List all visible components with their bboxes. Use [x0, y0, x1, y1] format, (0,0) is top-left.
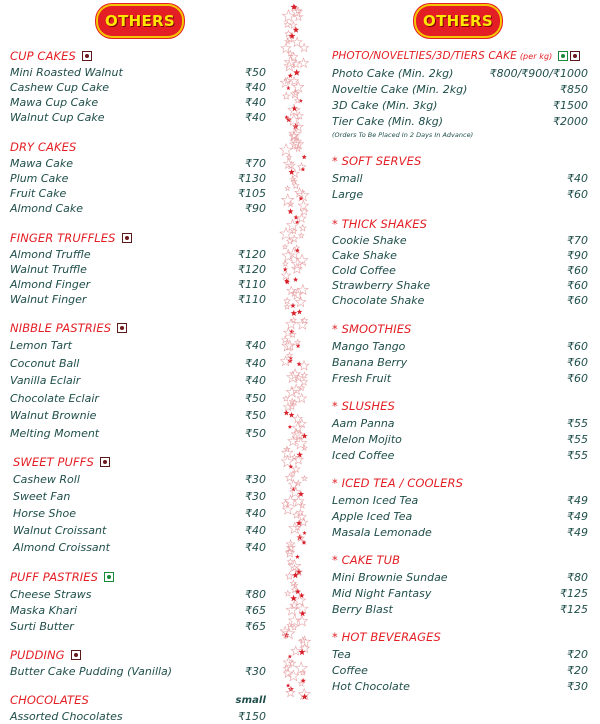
- menu-item-name: Mawa Cup Cake: [10, 96, 99, 109]
- menu-item-name: Aam Panna: [332, 416, 395, 430]
- section-pudding-title: PUDDING: [10, 646, 266, 664]
- menu-item-price: ₹110: [238, 278, 266, 291]
- menu-item-price: ₹2000: [553, 114, 588, 128]
- nonveg-mark-icon: [570, 51, 580, 61]
- star-icon: [283, 396, 289, 401]
- menu-item-name: Almond Truffle: [10, 248, 91, 261]
- menu-item-price: ₹55: [567, 416, 588, 430]
- menu-item-name: Horse Shoe: [13, 507, 76, 520]
- star-icon: [290, 53, 298, 61]
- star-icon: [284, 159, 294, 169]
- menu-item: [10, 425, 266, 443]
- star-icon: [282, 456, 294, 467]
- section-soft-serves: [332, 170, 588, 202]
- menu-item-name: Fresh Fruit: [332, 371, 392, 385]
- others-banner-left-text: OTHERS: [105, 12, 175, 30]
- menu-item: [10, 488, 266, 505]
- section-nibble-pastries-title: NIBBLE PASTRIES: [10, 319, 266, 337]
- menu-item-name: Masala Lemonade: [332, 525, 432, 539]
- menu-item-price: ₹70: [567, 234, 588, 247]
- menu-item-name: Walnut Cup Cake: [10, 111, 105, 124]
- star-icon: [286, 572, 293, 579]
- star-icon: [300, 44, 309, 52]
- star-icon: [293, 27, 299, 33]
- menu-item: [10, 407, 266, 425]
- menu-item-name: Cold Coffee: [332, 264, 396, 277]
- others-banner-right: [416, 6, 500, 36]
- menu-item: [332, 678, 588, 694]
- star-icon: [291, 646, 300, 655]
- star-divider-icon: [281, 0, 309, 700]
- menu-item-name: Maska Khari: [10, 603, 78, 617]
- menu-item-name: Strawberry Shake: [332, 279, 431, 292]
- menu-item-price: ₹800/₹900/₹1000: [489, 66, 588, 80]
- menu-item-name: Tea: [332, 647, 351, 661]
- menu-item-name: Assorted Chocolates: [10, 710, 123, 723]
- section-smoothies: [332, 338, 588, 386]
- menu-item-price: ₹30: [245, 665, 266, 678]
- menu-item-price: ₹30: [567, 679, 588, 693]
- star-icon: [299, 502, 305, 508]
- menu-item-name: Fruit Cake: [10, 187, 67, 200]
- star-icon: [290, 303, 296, 308]
- menu-item-name: Large: [332, 187, 364, 201]
- star-icon: [288, 73, 293, 78]
- star-icon: [289, 480, 299, 489]
- menu-item-name: Tier Cake (Min. 8kg): [332, 114, 444, 128]
- menu-item-price: ₹80: [245, 587, 266, 601]
- menu-item: [10, 602, 266, 618]
- menu-item: [10, 586, 266, 602]
- menu-item-price: ₹60: [567, 355, 588, 369]
- star-icon: [290, 77, 298, 85]
- menu-item: [332, 601, 588, 617]
- star-icon: [292, 422, 303, 432]
- menu-item-price: ₹90: [245, 202, 266, 215]
- section-puff-pastries: [10, 586, 266, 634]
- star-icon: [284, 304, 289, 309]
- star-icon: [291, 310, 298, 316]
- right-column: [332, 40, 588, 694]
- menu-item-price: ₹40: [245, 339, 266, 353]
- menu-item-name: Melting Moment: [10, 426, 100, 440]
- menu-item-name: Almond Cake: [10, 202, 84, 215]
- star-icon: [299, 233, 304, 238]
- menu-item-name: Butter Cake Pudding (Vanilla): [10, 665, 173, 678]
- menu-item: [10, 95, 266, 110]
- star-icon: [302, 531, 306, 535]
- menu-item-price: ₹20: [567, 647, 588, 661]
- section-hot-beverages-title: * HOT BEVERAGES: [332, 630, 441, 644]
- menu-item: [10, 664, 266, 679]
- section-slushes-title: * SLUSHES: [332, 399, 395, 413]
- star-icon: [295, 98, 301, 103]
- menu-item-name: Mini Roasted Walnut: [10, 66, 123, 79]
- menu-item-price: ₹40: [245, 96, 266, 109]
- menu-item-name: Berry Blast: [332, 602, 393, 616]
- menu-item-name: Melon Mojito: [332, 432, 402, 446]
- menu-item-price: ₹50: [245, 426, 266, 440]
- menu-item: [10, 110, 266, 125]
- menu-item-name: Small: [332, 171, 363, 185]
- menu-item: [332, 293, 588, 308]
- star-icon: [297, 214, 306, 222]
- star-icon: [284, 21, 290, 27]
- menu-item: [332, 278, 588, 293]
- star-icon: [288, 425, 293, 429]
- star-icon: [296, 452, 303, 458]
- menu-item-name: Chocolate Eclair: [10, 391, 99, 405]
- menu-item-price: ₹50: [245, 391, 266, 405]
- section-nibble-pastries: [10, 337, 266, 442]
- menu-item: [332, 370, 588, 386]
- menu-item: [10, 65, 266, 80]
- menu-item-name: Mawa Cake: [10, 157, 74, 170]
- menu-item: [332, 97, 588, 113]
- menu-item: [332, 233, 588, 248]
- menu-item-price: ₹40: [245, 541, 266, 554]
- menu-item-name: 3D Cake (Min. 3kg): [332, 98, 438, 112]
- menu-item: [332, 585, 588, 601]
- menu-item-name: Cashew Cup Cake: [10, 81, 110, 94]
- menu-item-price: ₹130: [238, 172, 266, 185]
- nonveg-mark-icon: [117, 323, 127, 333]
- menu-item-name: Iced Coffee: [332, 448, 395, 462]
- menu-item-name: Cookie Shake: [332, 234, 407, 247]
- star-icon: [293, 277, 298, 282]
- section-pudding: [10, 664, 266, 679]
- menu-item: [10, 171, 266, 186]
- star-icon: [292, 123, 299, 129]
- menu-item-price: ₹125: [560, 602, 588, 616]
- menu-item-price: ₹50: [245, 409, 266, 423]
- menu-item: [10, 80, 266, 95]
- menu-item-price: ₹65: [245, 619, 266, 633]
- menu-item-price: ₹20: [567, 663, 588, 677]
- menu-item-price: ₹80: [567, 570, 588, 584]
- section-sweet-puffs: [10, 471, 266, 556]
- menu-item: [332, 492, 588, 508]
- section-cup-cakes-title: CUP CAKES: [10, 47, 266, 65]
- menu-item: [332, 81, 588, 97]
- star-icon: [282, 336, 289, 342]
- menu-item-name: Surti Butter: [10, 619, 74, 633]
- menu-item: [10, 709, 266, 724]
- menu-item-price: ₹30: [245, 490, 266, 503]
- per-kg-label: (per kg): [519, 51, 553, 61]
- menu-item: [10, 292, 266, 307]
- star-icon: [302, 476, 307, 481]
- menu-item-price: ₹40: [245, 356, 266, 370]
- star-icon: [301, 372, 307, 378]
- menu-item: [332, 354, 588, 370]
- menu-item: [332, 569, 588, 585]
- star-icon: [290, 580, 296, 586]
- menu-item-price: ₹55: [567, 448, 588, 462]
- star-icon: [287, 559, 293, 565]
- section-thick-shakes-title: * THICK SHAKES: [332, 217, 428, 231]
- star-icon: [292, 465, 299, 472]
- star-icon: [285, 591, 291, 596]
- star-icon: [283, 244, 288, 249]
- veg-mark-icon: [104, 572, 114, 582]
- menu-item-price: ₹105: [238, 187, 266, 200]
- menu-item-name: Mid Night Fantasy: [332, 586, 432, 600]
- menu-item-price: ₹49: [567, 509, 588, 523]
- menu-item-name: Walnut Finger: [10, 293, 87, 306]
- chocolates-size-label: small: [235, 694, 266, 706]
- section-hot-beverages: [332, 646, 588, 694]
- nonveg-mark-icon: [100, 457, 110, 467]
- menu-item-price: ₹40: [245, 507, 266, 520]
- section-iced-tea-title: * ICED TEA / COOLERS: [332, 476, 464, 490]
- menu-item-name: Coconut Ball: [10, 356, 80, 370]
- menu-item: [332, 431, 588, 447]
- section-dry-cakes: [10, 156, 266, 216]
- menu-item-price: ₹120: [238, 263, 266, 276]
- section-smoothies-title: * SMOOTHIES: [332, 322, 412, 336]
- menu-item-price: ₹50: [245, 66, 266, 79]
- menu-item: [332, 415, 588, 431]
- menu-item: [10, 355, 266, 373]
- menu-item-price: ₹40: [245, 374, 266, 388]
- menu-item: [332, 170, 588, 186]
- menu-item: [332, 646, 588, 662]
- menu-item-price: ₹850: [560, 82, 588, 96]
- section-iced-tea: [332, 492, 588, 540]
- star-icon: [295, 340, 301, 345]
- menu-item: [332, 263, 588, 278]
- menu-item-name: Coffee: [332, 663, 368, 677]
- star-icon: [301, 167, 306, 171]
- menu-item: [332, 65, 588, 81]
- menu-item: [332, 186, 588, 202]
- menu-item-price: ₹30: [245, 473, 266, 486]
- star-icon: [287, 352, 293, 357]
- menu-item-price: ₹55: [567, 432, 588, 446]
- section-cup-cakes: [10, 65, 266, 125]
- section-cake-tub: [332, 569, 588, 617]
- menu-item-price: ₹110: [238, 293, 266, 306]
- star-icon: [286, 683, 290, 687]
- menu-item: [10, 372, 266, 390]
- menu-item: [332, 248, 588, 263]
- star-icon: [295, 589, 301, 595]
- star-icon: [282, 194, 294, 206]
- menu-item-name: Lemon Tart: [10, 339, 72, 353]
- menu-item-name: Plum Cake: [10, 172, 69, 185]
- section-thick-shakes: [332, 233, 588, 308]
- star-icon: [294, 245, 300, 250]
- menu-item: [10, 277, 266, 292]
- menu-item-price: ₹1500: [553, 98, 588, 112]
- star-icon: [284, 298, 291, 304]
- menu-item-name: Chocolate Shake: [332, 294, 425, 307]
- star-icon: [280, 144, 292, 156]
- menu-item: [332, 524, 588, 540]
- section-soft-serves-title: * SOFT SERVES: [332, 154, 422, 168]
- menu-item: [332, 338, 588, 354]
- advance-order-note: (Orders To Be Placed In 2 Days In Advance): [332, 131, 474, 139]
- star-icon: [285, 279, 290, 284]
- section-photo-cakes: [332, 65, 588, 129]
- menu-item-price: ₹120: [238, 248, 266, 261]
- menu-item-name: Mango Tango: [332, 339, 406, 353]
- section-slushes: [332, 415, 588, 463]
- menu-item-name: Cashew Roll: [13, 473, 80, 486]
- star-icon: [287, 219, 299, 230]
- section-dry-cakes-title: DRY CAKES: [10, 140, 77, 154]
- menu-item-price: ₹60: [567, 294, 588, 307]
- menu-item-name: Noveltie Cake (Min. 2kg): [332, 82, 468, 96]
- menu-item-price: ₹65: [245, 603, 266, 617]
- menu-item-name: Lemon Iced Tea: [332, 493, 419, 507]
- menu-item-price: ₹49: [567, 493, 588, 507]
- star-icon: [293, 69, 300, 76]
- menu-item-name: Photo Cake (Min. 2kg): [332, 66, 454, 80]
- menu-item-price: ₹40: [245, 81, 266, 94]
- menu-item-name: Apple Iced Tea: [332, 509, 413, 523]
- menu-item-name: Mini Brownie Sundae: [332, 570, 448, 584]
- others-banner-right-text: OTHERS: [423, 12, 493, 30]
- menu-item-price: ₹60: [567, 187, 588, 201]
- star-icon: [300, 225, 307, 231]
- star-icon: [302, 154, 307, 159]
- menu-item-price: ₹125: [560, 586, 588, 600]
- menu-item: [332, 662, 588, 678]
- menu-item: [10, 337, 266, 355]
- menu-item-price: ₹40: [245, 111, 266, 124]
- star-icon: [294, 13, 303, 21]
- star-icon: [297, 616, 308, 626]
- section-finger-truffles: [10, 247, 266, 307]
- menu-item-price: ₹60: [567, 339, 588, 353]
- menu-item: [332, 508, 588, 524]
- menu-item: [10, 156, 266, 171]
- menu-item-name: Almond Finger: [10, 278, 91, 291]
- section-puff-pastries-title: PUFF PASTRIES: [10, 568, 266, 586]
- section-chocolates: [10, 709, 266, 724]
- veg-mark-icon: [558, 51, 568, 61]
- menu-item-name: Hot Chocolate: [332, 679, 410, 693]
- menu-item-price: ₹60: [567, 279, 588, 292]
- star-icon: [295, 188, 305, 197]
- menu-item-price: ₹40: [567, 171, 588, 185]
- menu-item-price: ₹49: [567, 525, 588, 539]
- star-icon: [297, 394, 306, 403]
- menu-item-price: ₹40: [245, 524, 266, 537]
- star-icon: [283, 261, 288, 266]
- menu-item-name: Vanilla Eclair: [10, 374, 81, 388]
- star-icon: [295, 554, 300, 559]
- star-icon: [281, 43, 291, 52]
- section-sweet-puffs-title: SWEET PUFFS: [10, 453, 266, 471]
- menu-item: [10, 390, 266, 408]
- star-icon: [292, 565, 298, 570]
- menu-item-name: Almond Croissant: [13, 541, 110, 554]
- star-icon: [289, 412, 295, 418]
- section-finger-truffles-title: FINGER TRUFFLES: [10, 229, 266, 247]
- menu-item: [10, 522, 266, 539]
- menu-item-price: ₹60: [567, 264, 588, 277]
- menu-item-name: Walnut Croissant: [13, 524, 107, 537]
- others-banner-left: [98, 6, 182, 36]
- star-icon: [283, 267, 288, 272]
- menu-item: [332, 447, 588, 463]
- menu-item: [10, 262, 266, 277]
- menu-item-price: ₹60: [567, 371, 588, 385]
- menu-item-name: Walnut Brownie: [10, 409, 97, 423]
- star-icon: [299, 361, 309, 370]
- menu-item: [332, 113, 588, 129]
- star-icon: [284, 410, 290, 416]
- menu-item-price: ₹150: [238, 710, 266, 723]
- star-icon: [293, 496, 304, 506]
- menu-item-name: Walnut Truffle: [10, 263, 87, 276]
- star-icon: [298, 200, 308, 210]
- menu-item: [10, 505, 266, 522]
- menu-item-price: ₹70: [245, 157, 266, 170]
- left-column: [10, 40, 266, 724]
- menu-item: [10, 247, 266, 262]
- nonveg-mark-icon: [71, 650, 81, 660]
- menu-item: [10, 471, 266, 488]
- menu-item-price: ₹90: [567, 249, 588, 262]
- menu-item: [10, 539, 266, 556]
- star-icon: [292, 625, 297, 630]
- star-icon: [285, 186, 290, 191]
- star-icon: [291, 384, 302, 394]
- nonveg-mark-icon: [82, 51, 92, 61]
- section-cake-tub-title: * CAKE TUB: [332, 553, 401, 567]
- menu-item-name: Cheese Straws: [10, 587, 92, 601]
- nonveg-mark-icon: [122, 233, 132, 243]
- star-icon: [297, 309, 303, 314]
- star-icon: [286, 474, 294, 481]
- menu-item: [10, 618, 266, 634]
- menu-item-name: Sweet Fan: [13, 490, 71, 503]
- menu-item: [10, 186, 266, 201]
- menu-item-name: Cake Shake: [332, 249, 397, 262]
- star-icon: [300, 670, 305, 675]
- menu-item-name: Banana Berry: [332, 355, 408, 369]
- star-icon: [282, 271, 291, 279]
- menu-item: [10, 201, 266, 216]
- star-icon: [283, 92, 290, 99]
- section-chocolates-title: CHOCOLATES small: [10, 693, 266, 707]
- section-photo-cakes-title: PHOTO/NOVELTIES/3D/TIERS CAKE (per kg): [332, 47, 588, 65]
- star-icon: [287, 208, 293, 214]
- star-icon: [286, 86, 290, 90]
